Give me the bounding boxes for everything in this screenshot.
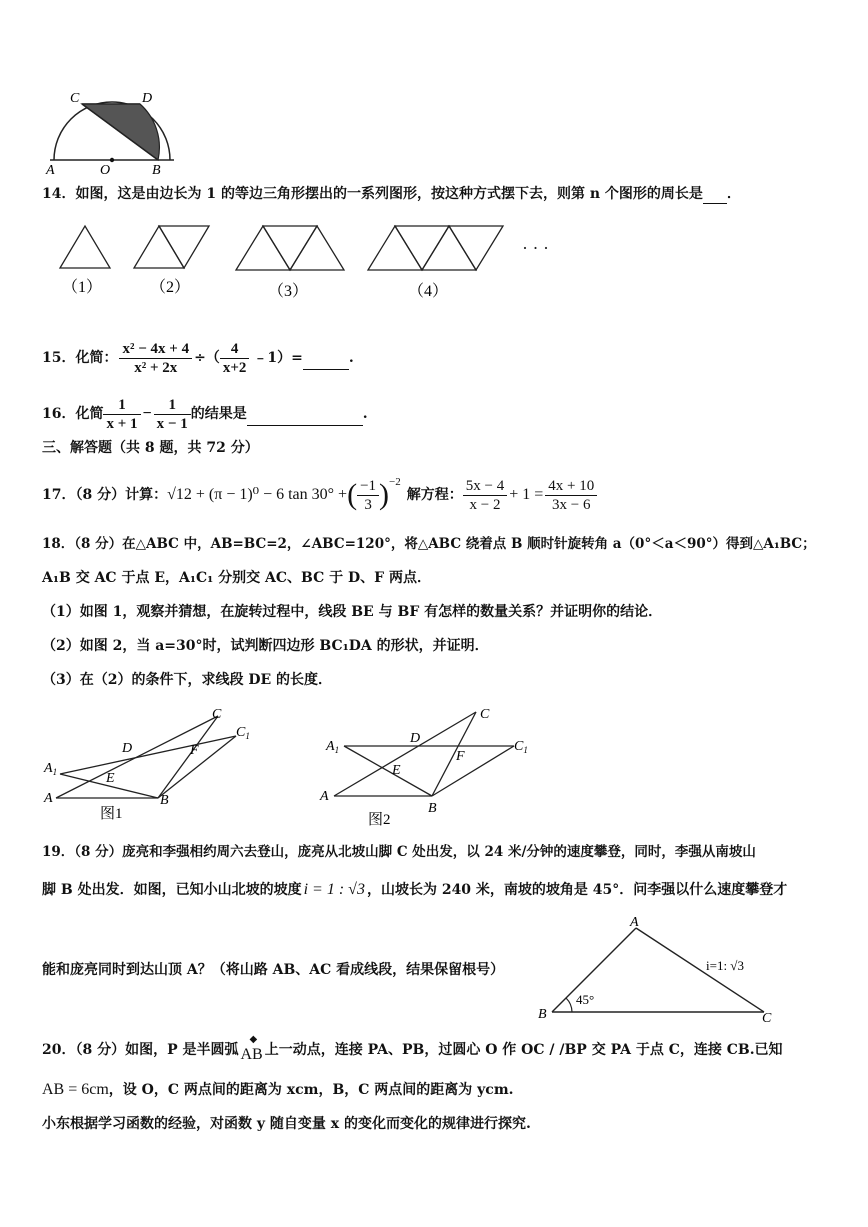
q16-tail: 的结果是 [190, 406, 247, 422]
f1-label-a: A [44, 791, 53, 806]
f1-caption: 图1 [100, 806, 123, 822]
q15-frac2-den: x+2 [222, 359, 247, 376]
semicircle-figure [40, 86, 180, 174]
triangle-sequence-figure [50, 218, 570, 308]
q16-frac2-num: 1 [154, 396, 191, 415]
question-17 [42, 468, 597, 522]
q18-part2: （2）如图 2，当 a=30°时，试判断四边形 BC₁DA 的形状，并证明． [42, 638, 489, 654]
label-a: A [46, 163, 55, 174]
q18-part3: （3）在（2）的条件下，求线段 DE 的长度． [42, 672, 333, 688]
q15-frac2-num: 4 [220, 340, 250, 359]
q15-frac1-num: x² − 4x + 4 [119, 340, 192, 359]
q17-eq-right-num: 4x + 10 [545, 477, 597, 496]
label-o: O [100, 163, 111, 174]
question-14 [42, 184, 741, 204]
f1-label-b: B [160, 793, 169, 808]
q18-line2: A₁B 交 AC 于点 E，A₁C₁ 分别交 AC、BC 于 D、F 两点． [42, 570, 431, 586]
q20-line2 [42, 1080, 514, 1100]
f1-label-a1: $A_1$ [44, 761, 58, 777]
q16-frac1-den: x + 1 [106, 415, 138, 432]
q17-frac-den: 3 [364, 496, 372, 513]
q17-paren-open: ( [347, 478, 358, 511]
q16-minus: − [142, 405, 152, 422]
f2-label-e: E [392, 763, 401, 778]
ellipsis: · · · [522, 238, 549, 258]
q17-eq-left-den: x − 2 [469, 496, 501, 513]
f2-label-f: F [456, 749, 465, 764]
f1-label-d: D [122, 741, 133, 756]
f1-label-e: E [106, 771, 115, 786]
q16-end: . [362, 406, 368, 422]
q20-arc-label: AB [240, 1046, 263, 1063]
question-15 [42, 334, 354, 382]
label-d: D [142, 91, 153, 106]
q19-line2a: 脚 B 处出发．如图，已知小山北坡的坡度 [42, 882, 302, 898]
f2-label-a: A [320, 789, 329, 804]
q15-frac1-den: x² + 2x [134, 359, 178, 376]
q15-frac2 [220, 340, 250, 377]
question-16 [42, 390, 368, 438]
q19-line2b: ，山坡长为 240 米，南坡的坡角是 45°．问李强以什么速度攀登才 [366, 882, 788, 898]
q16-frac2-den: x − 1 [156, 415, 188, 432]
q17-eq-left-num: 5x − 4 [463, 477, 507, 496]
section-3-title: 三、解答题（共 8 题，共 72 分） [42, 440, 259, 456]
label-b: B [152, 163, 161, 174]
f1-label-c1: $C_1$ [236, 725, 250, 741]
f2-label-c: C [480, 707, 490, 722]
q17-eq-right-den: 3x − 6 [552, 496, 591, 513]
q18-line1: 18．（8 分）在△ABC 中，AB=BC=2，∠ABC=120°，将△ABC 绕着点 B 顺时针旋转角 a（0°＜a＜90°）得到△A₁BC； [42, 536, 816, 552]
q19-line3: 能和庞亮同时到达山顶 A？（将山路 AB、AC 看成线段，结果保留根号） [42, 962, 505, 978]
f2-caption: 图2 [368, 812, 391, 828]
mountain-slope: i=1: √3 [706, 958, 744, 973]
q20-line1 [42, 1034, 783, 1063]
figure-1 [40, 706, 270, 826]
arc-mark-icon: ◆ [249, 1034, 258, 1045]
q16-frac2 [154, 396, 191, 433]
q17-eq-right [545, 477, 597, 514]
mountain-slope-figure [532, 914, 782, 1026]
q17-label: 17．（8 分）计算： [42, 487, 168, 503]
q15-div: ÷（ [194, 350, 220, 366]
q15-frac1 [119, 340, 192, 377]
caption-2: （2） [150, 279, 191, 296]
q19-line2 [42, 880, 787, 900]
q18-part1: （1）如图 1，观察并猜想，在旋转过程中，线段 BE 与 BF 有怎样的数量关系？并证明你的结论． [42, 604, 663, 620]
q19-line1: 19．（8 分）庞亮和李强相约周六去登山，庞亮从北坡山脚 C 处出发，以 24 米/分钟的速度攀登，同时，李强从南坡山 [42, 844, 756, 860]
q17-frac [357, 477, 379, 514]
caption-3: （3） [268, 283, 309, 300]
mountain-label-a: A [630, 915, 639, 930]
q20-ab: AB = 6cm [42, 1081, 109, 1098]
q17-eq-left [463, 477, 507, 514]
q15-end: . [348, 350, 354, 366]
q17-label2: 解方程： [406, 487, 463, 503]
q15-tail: ﹣1）= [253, 350, 303, 366]
q20-arc [240, 1034, 263, 1063]
q17-frac-num: −1 [357, 477, 379, 496]
mountain-label-c: C [762, 1011, 772, 1026]
f1-label-c: C [212, 707, 222, 722]
q16-frac1-num: 1 [103, 396, 140, 415]
mountain-angle: 45° [576, 992, 595, 1007]
q20-line2b: ，设 O，C 两点间的距离为 xcm，B，C 两点间的距离为 ycm. [108, 1082, 514, 1098]
q16-frac1 [103, 396, 140, 433]
q16-blank [247, 411, 363, 426]
f2-label-b: B [428, 801, 437, 816]
q17-paren-close: ) [379, 478, 390, 511]
q14-text: 14．如图，这是由边长为 1 的等边三角形摆出的一系列图形，按这种方式摆下去，则第 n 个图形的周长是 [42, 186, 703, 202]
f1-label-f: F [190, 743, 199, 758]
q20-line3: 小东根据学习函数的经验，对函数 y 随自变量 x 的变化而变化的规律进行探究. [42, 1116, 531, 1132]
q17-frac-num-val: 1 [368, 477, 377, 494]
q20-line1a: 20．（8 分）如图，P 是半圆弧 [42, 1042, 239, 1058]
caption-4: （4） [408, 283, 449, 300]
q20-line1b: 上一动点，连接 PA、PB，过圆心 O 作 OC / /BP 交 PA 于点 C，连接 CB.已知 [264, 1042, 783, 1058]
q15-blank [303, 355, 349, 370]
q17-plus1: + 1 = [509, 486, 544, 503]
q17-exponent: −2 [389, 476, 401, 488]
q15-label: 15．化简： [42, 350, 118, 366]
f2-label-a1: $A_1$ [326, 739, 340, 755]
q17-expr: √12 + (π − 1)⁰ − 6 tan 30° + [167, 486, 348, 503]
f2-label-c1: $C_1$ [514, 739, 528, 755]
label-c: C [70, 91, 80, 106]
q16-label: 16．化简 [42, 406, 104, 422]
mountain-label-b: B [538, 1007, 547, 1022]
f2-label-d: D [410, 731, 421, 746]
caption-1: （1） [62, 279, 103, 296]
figure-2 [316, 702, 546, 830]
q14-end: ． [726, 186, 741, 202]
q14-blank [703, 187, 727, 204]
q19-slope: i = 1 : √3 [303, 881, 365, 898]
